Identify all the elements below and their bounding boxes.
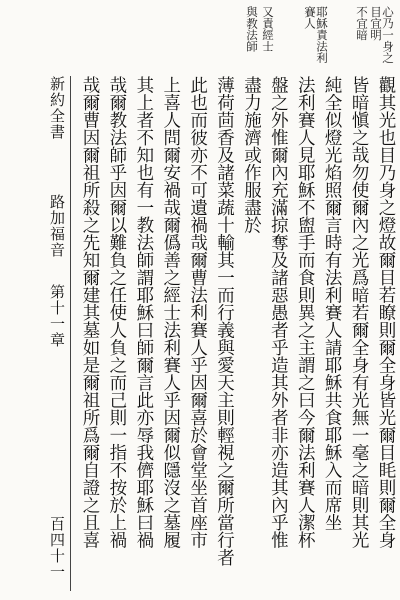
chapter-title: 路加福音 <box>48 194 66 258</box>
text-column: 皆暗愼之哉勿使爾內之光爲暗若爾全身有光無一毫之暗則其光 <box>349 76 370 549</box>
text-column: 上喜人問爾安禍哉爾僞善之經士法利賽人乎因爾似隱沒之墓履 <box>160 76 181 549</box>
margin-note: 耶穌責法利賽人 <box>303 6 329 64</box>
scripture-text <box>80 76 396 591</box>
text-column: 哉爾曹因爾祖所殺之先知爾建其墓如是爾祖所爲爾自證之且喜 <box>80 76 100 549</box>
running-header <box>48 76 72 596</box>
margin-note: 與教法師 <box>245 6 259 52</box>
chapter-number: 第十一章 <box>48 284 66 348</box>
text-column: 其上者不知也有一教法師謂耶穌曰師爾言此亦辱我儕耶穌曰禍 <box>133 76 154 549</box>
margin-note: 又責經士 <box>261 6 275 52</box>
page-number: 百四十一 <box>48 516 66 580</box>
text-column: 哉爾教法師乎因爾以難負之任使人負之而己則一指不按於上禍 <box>106 76 127 549</box>
marginal-notes <box>0 6 400 74</box>
text-column: 純全似燈光焰照爾言時有法利賽人請耶穌共食耶穌入而席坐 <box>322 76 343 531</box>
margin-note: 不宜暗 <box>355 6 369 41</box>
book-title: 新約全書 <box>48 76 66 140</box>
text-column: 此也而彼亦不可遺禍哉爾曹法利賽人乎因爾喜於會堂坐首座市 <box>187 76 208 549</box>
text-column: 盤之外惟爾內充滿掠奪及諸惡愚者乎造其外者非亦造其內乎惟 <box>268 76 289 549</box>
text-column: 薄荷茴香及諸菜蔬十輸其一而行義與愛天主則輕視之爾所當行者 <box>214 76 235 566</box>
text-column: 觀其光也目乃身之燈故爾目若瞭則爾全身皆光爾目眊則爾全身 <box>375 76 396 549</box>
margin-note: 心乃一身之目宜明 <box>369 6 395 64</box>
text-column: 盡力施濟或作服盡於 <box>241 76 262 234</box>
text-column: 法利賽人見耶穌不盥手而食則異之主謂之曰今爾法利賽人潔杯 <box>295 76 316 549</box>
